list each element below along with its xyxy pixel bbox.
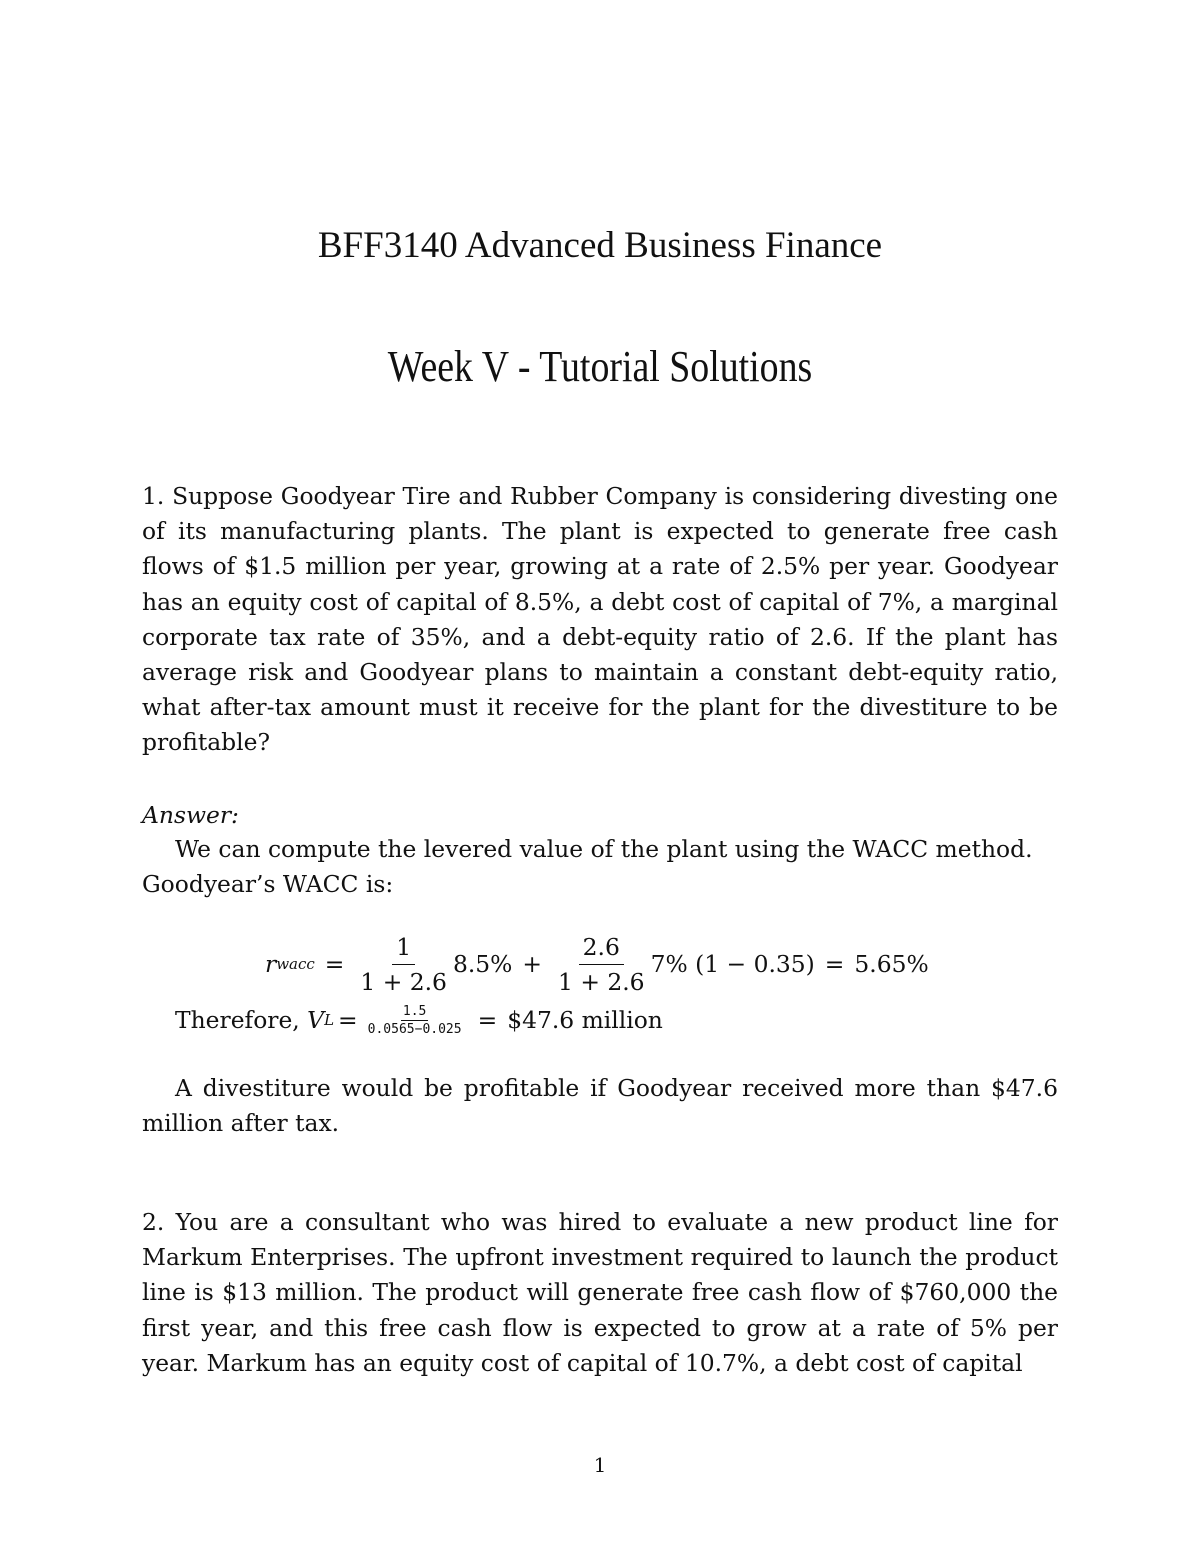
answer-conclusion-text: A divestiture would be profitable if Goodyear received more than $47.6 million after tax. <box>142 1074 1058 1138</box>
levered-value-fraction <box>366 1004 464 1037</box>
wacc-lhs-variable: r <box>265 950 277 978</box>
equals-sign: = <box>824 950 845 978</box>
debt-cost-term: 7% (1 − 0.35) <box>650 950 815 978</box>
levered-value-superscript: L <box>324 1011 335 1029</box>
therefore-text: Therefore, <box>175 1006 300 1034</box>
question-1-text: 1. Suppose Goodyear Tire and Rubber Company is considering divesting one of its manufacturing plants. The plant is expected to generate free cash flows of $1.5 million per year, growing at a rate of 2.5% per year. Goodyear has an equity cost of capital of 8.5%, a debt cost of capital of 7%, a marginal corporate tax rate of 35%, and a debt-equity ratio of 2.6. If the plant has average risk and Goodyear plans to maintain a constant debt-equity ratio, what after-tax amount must it receive for the plant for the divestiture to be profitable? <box>142 482 1058 757</box>
equals-sign: = <box>324 950 345 978</box>
answer-label: Answer: <box>142 801 239 829</box>
debt-weight-fraction <box>554 933 649 996</box>
fraction-numerator: 2.6 <box>579 933 624 965</box>
levered-value-variable: V <box>307 1006 325 1034</box>
equals-sign: = <box>338 1006 358 1034</box>
course-title: BFF3140 Advanced Business Finance <box>317 225 883 266</box>
equity-weight-fraction <box>356 933 451 996</box>
levered-value-equation <box>175 998 663 1042</box>
fraction-denominator: 1 + 2.6 <box>558 967 645 996</box>
answer-intro-text: We can compute the levered value of the plant using the WACC method. Goodyear’s WACC is: <box>142 835 1033 899</box>
wacc-result: 5.65% <box>854 950 929 978</box>
document-title: Week V - Tutorial Solutions <box>387 342 813 391</box>
fraction-denominator: 1 + 2.6 <box>360 967 447 996</box>
fraction-numerator: 1 <box>392 933 415 965</box>
page-number: 1 <box>593 1453 607 1477</box>
wacc-lhs-subscript: wacc <box>276 955 315 973</box>
levered-value-result: $47.6 million <box>507 1006 663 1034</box>
equity-cost-term: 8.5% <box>452 950 513 978</box>
fraction-denominator: 0.0565−0.025 <box>367 1021 462 1037</box>
plus-sign: + <box>522 950 542 978</box>
wacc-equation <box>265 922 929 1006</box>
question-2-text: 2. You are a consultant who was hired to evaluate a new product line for Markum Enterprises. The upfront investment required to launch the product line is $13 million. The product will generate free cash flow of $760,000 the first year, and this free cash flow is expected to grow at a rate of 5% per year. Markum has an equity cost of capital of 10.7%, a debt cost of capital <box>142 1208 1058 1377</box>
equals-sign: = <box>477 1006 498 1034</box>
fraction-numerator: 1.5 <box>402 1003 427 1019</box>
